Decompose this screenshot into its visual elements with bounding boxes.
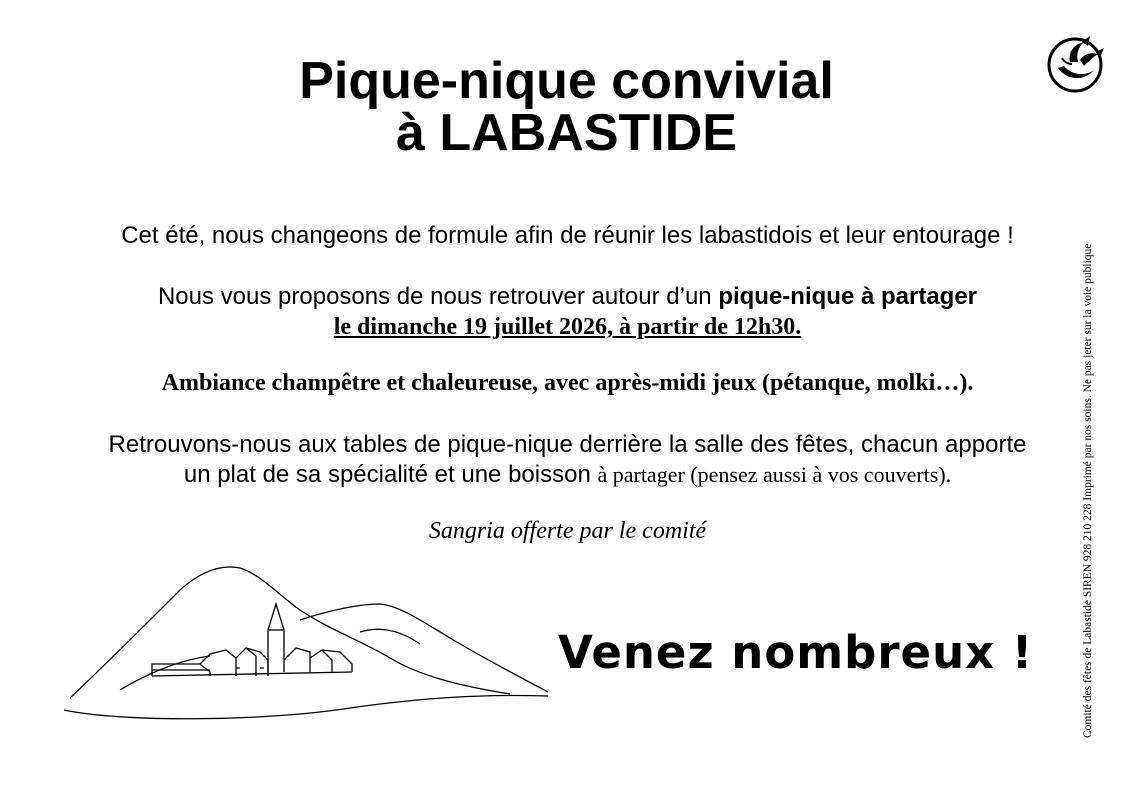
location-line-2-sans: un plat de sa spécialité et une boisson [183, 461, 598, 488]
page-title [0, 52, 1123, 162]
invitation-paragraph [40, 282, 1095, 342]
invite-text: Nous vous proposons de nous retrouver autour d’un [157, 283, 719, 310]
location-line-1: Retrouvons-nous aux tables de pique-nique derrière la salle des fêtes, chacun apporte [108, 431, 1027, 458]
ambiance-text: Ambiance champêtre et chaleureuse, avec après-midi jeux (pétanque, molki…). [161, 370, 974, 396]
call-to-action: Venez nombreux ! [558, 626, 1034, 679]
event-date: le dimanche 19 juillet 2026, à partir de 12h30. [333, 314, 802, 340]
intro-text: Cet été, nous changeons de formule afin de réunir les labastidois et leur entourage ! [121, 222, 1014, 249]
village-mountain-illustration [60, 560, 555, 725]
committee-logo-icon [1044, 32, 1106, 94]
sangria-text: Sangria offerte par le comité [428, 518, 707, 544]
invite-bold: pique-nique à partager [718, 283, 978, 310]
title-line-1: Pique-nique convivial [299, 52, 834, 110]
title-line-2: à LABASTIDE [396, 104, 737, 162]
legal-side-note: Comité des fêtes de Labastide SIREN 928 210 228 Imprimé par nos soins. Ne pas jeter sur la voie publique [1082, 243, 1094, 738]
location-paragraph [40, 430, 1095, 490]
location-line-2-serif: à partager (pensez aussi à vos couverts). [597, 462, 952, 487]
